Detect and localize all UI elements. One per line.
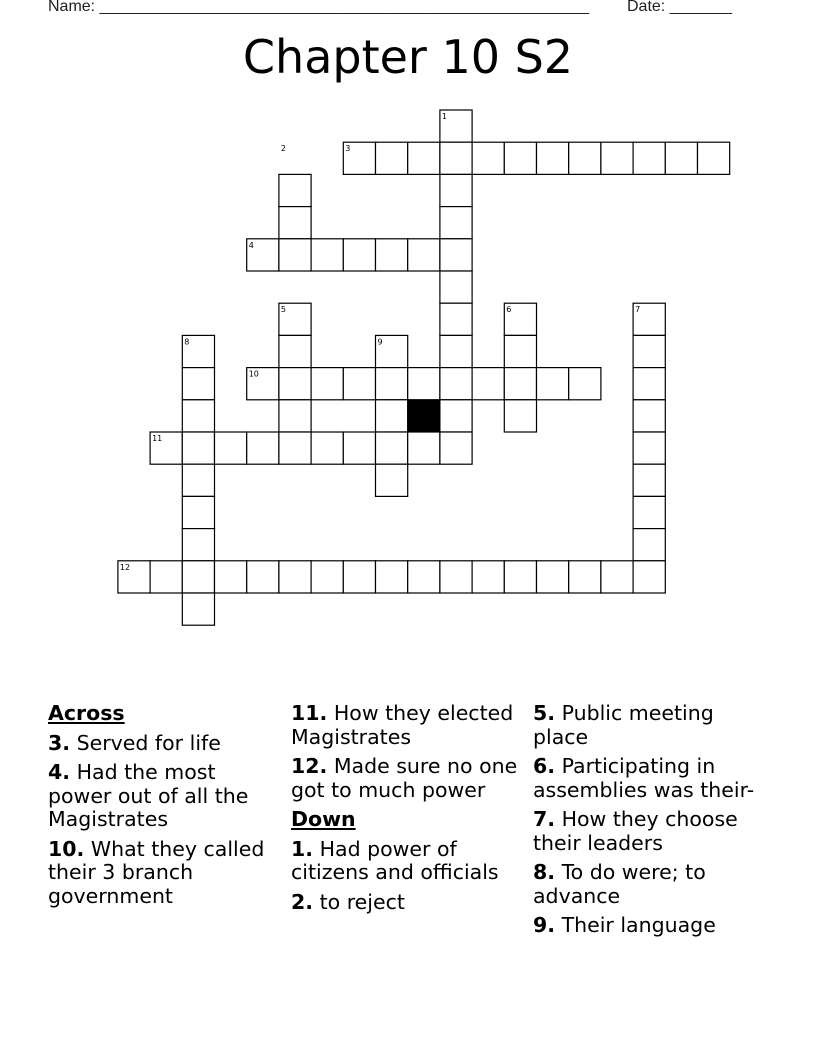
down-clue-8 [533,861,769,908]
grid-cell [182,368,214,400]
grid-cell [215,561,247,593]
grid-cell [601,142,633,174]
down-clue-5 [533,702,769,749]
across-clue-3 [48,732,284,756]
grid-cell [440,400,472,432]
down-clue-2 [291,891,527,915]
grid-cell [440,561,472,593]
clue-number-label: 2 [280,144,286,154]
clue-number-label: 6 [506,305,512,315]
grid-cell [215,432,247,464]
grid-cell [504,400,536,432]
black-square [408,400,440,432]
grid-cell [343,239,375,271]
clue-text: Participating in assemblies was their- [533,754,755,802]
grid-cell [376,561,408,593]
grid-cell [279,207,311,239]
grid-cell [472,561,504,593]
clue-column-1 [48,702,284,914]
grid-cell [150,561,182,593]
clue-text: How they elected Magistrates [291,701,514,749]
grid-cell [504,561,536,593]
down-heading: Down [291,807,356,831]
clue-text: Served for life [76,730,221,755]
grid-cell [472,368,504,400]
across-clue-10 [48,838,284,909]
grid-cell [698,142,730,174]
grid-cell [279,561,311,593]
clue-number: 2. [291,889,314,914]
clue-text: How they choose their leaders [533,807,738,855]
grid-cell [408,239,440,271]
clue-number: 3. [48,730,71,755]
grid-cell [504,335,536,367]
grid-cell [665,142,697,174]
grid-cell [376,368,408,400]
clue-text: To do were; to advance [533,860,706,908]
grid-cell [601,561,633,593]
grid-cell [633,432,665,464]
grid-cell [440,174,472,206]
down-clue-1 [291,838,527,885]
clue-number: 8. [533,860,556,884]
down-clue-6 [533,755,769,802]
grid-cell [569,368,601,400]
grid-cell [376,239,408,271]
grid-cell [440,207,472,239]
grid-cell [279,239,311,271]
grid-cell [472,142,504,174]
down-clue-9 [533,914,769,938]
grid-cell [343,432,375,464]
grid-cell [247,432,279,464]
grid-cell [633,400,665,432]
clue-number-label: 4 [248,240,254,250]
clue-text: Had the most power out of all the Magistrates [48,760,249,831]
across-clue-4 [48,761,284,832]
grid-cell [311,368,343,400]
grid-cell [279,400,311,432]
grid-cell [440,239,472,271]
grid-cell [182,400,214,432]
grid-cell [569,142,601,174]
grid-cell [279,368,311,400]
grid-cell [537,368,569,400]
grid-cell [343,368,375,400]
clue-number: 10. [48,836,85,861]
grid-cell [279,432,311,464]
grid-cell [343,561,375,593]
grid-cell [633,368,665,400]
grid-cell [440,271,472,303]
date-field-label: Date: _______ [627,0,732,15]
clue-number-label: 7 [635,305,641,315]
clue-number: 9. [533,913,556,937]
grid-cell [311,432,343,464]
grid-cell [311,239,343,271]
clue-number: 1. [291,836,314,861]
grid-cell [537,561,569,593]
clue-number-label: 10 [248,369,259,379]
grid-cell [376,432,408,464]
clue-text: What they called their 3 branch government [48,836,265,908]
clue-text: Public meeting place [533,701,714,749]
clue-text: Their language [561,913,716,937]
grid-cell [408,368,440,400]
grid-cell [376,400,408,432]
clue-number-label: 1 [441,112,447,121]
grid-cell [537,142,569,174]
grid-cell [408,142,440,174]
grid-cell [504,368,536,400]
grid-cell [633,496,665,528]
grid-cell [311,561,343,593]
grid-cell [408,432,440,464]
grid-cell [633,561,665,593]
grid-cell [569,561,601,593]
clue-number-label: 9 [377,337,383,347]
clue-text: Had power of citizens and officials [291,836,499,884]
clue-number: 7. [533,807,556,831]
clue-number-label: 3 [345,144,351,154]
across-heading: Across [48,701,125,725]
grid-cell [633,142,665,174]
across-clue-11 [291,702,527,749]
grid-cell [440,303,472,335]
grid-cell [182,561,214,593]
grid-cell [633,464,665,496]
grid-cell [440,335,472,367]
grid-cell [376,142,408,174]
clue-number: 11. [291,701,328,725]
grid-cell [279,335,311,367]
grid-cell [440,432,472,464]
grid-cell [182,496,214,528]
clue-text: to reject [319,889,405,914]
grid-cell [247,561,279,593]
grid-cell [182,432,214,464]
clue-number: 4. [48,760,71,784]
grid-cell [408,561,440,593]
clue-number-label: 11 [152,434,163,443]
clue-number-label: 8 [184,337,190,347]
grid-cell [182,464,214,496]
clue-column-2 [291,702,527,920]
grid-cell [633,335,665,367]
across-clue-12 [291,755,527,802]
grid-cell [182,593,214,625]
grid-cell [440,368,472,400]
clue-number-label: 12 [119,562,131,572]
clue-number: 6. [533,754,556,778]
clue-text: Made sure no one got to much power [291,754,518,802]
grid-cell [279,174,311,206]
name-field-label: Name: _______________________________________________________ [48,0,589,15]
grid-cell [376,464,408,496]
grid-cell [504,142,536,174]
clue-number-label: 5 [280,305,286,315]
grid-cell [440,142,472,174]
clue-column-3 [533,702,769,944]
puzzle-title: Chapter 10 S2 [242,30,574,84]
down-clue-7 [533,808,769,855]
clue-number: 12. [291,754,328,778]
grid-cell [182,529,214,561]
grid-cell [633,529,665,561]
clue-number: 5. [533,701,556,725]
